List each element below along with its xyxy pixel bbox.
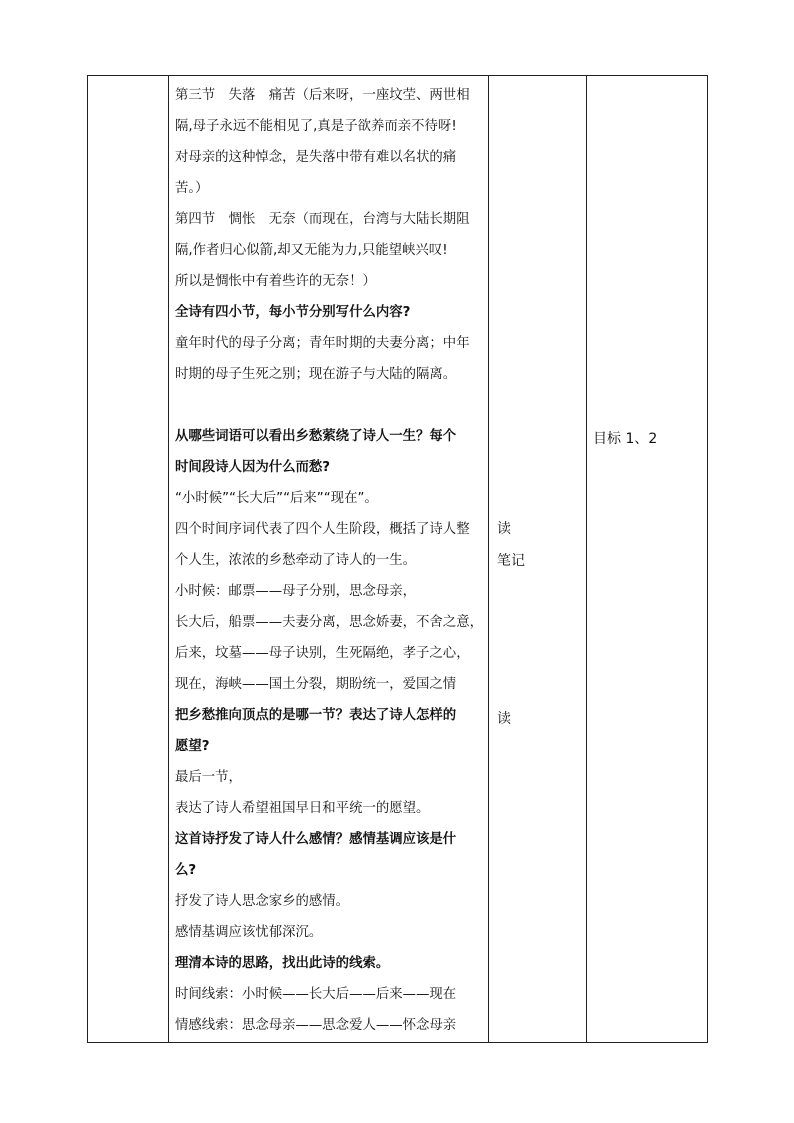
notes-label: 笔记 bbox=[497, 553, 525, 569]
content-line: 愿望? bbox=[175, 739, 210, 754]
content-line: 从哪些词语可以看出乡愁萦绕了诗人一生？每个 bbox=[175, 429, 457, 444]
content-line: “小时候”“长大后”“后来”“现在”。 bbox=[175, 491, 378, 506]
content-line: 对母亲的这种悼念，是失落中带有难以名状的痛 bbox=[175, 150, 457, 165]
content-line: 第四节 惆怅 无奈（而现在，台湾与大陆长期阻 bbox=[175, 212, 470, 227]
content-line: 最后一节， bbox=[175, 770, 242, 785]
goal-cell bbox=[587, 76, 708, 1043]
content-line: 后来，坟墓——母子诀别，生死隔绝，孝子之心， bbox=[175, 646, 470, 661]
table-row bbox=[88, 76, 708, 1043]
content-line: 表达了诗人希望祖国早日和平统一的愿望。 bbox=[175, 801, 430, 816]
content-line: 童年时代的母子分离；青年时期的夫妻分离；中年 bbox=[175, 336, 470, 351]
content-line: 抒发了诗人思念家乡的感情。 bbox=[175, 894, 350, 909]
content-line: 时间线索：小时候——长大后——后来——现在 bbox=[175, 987, 457, 1002]
content-line: 时期的母子生死之别；现在游子与大陆的隔离。 bbox=[175, 367, 457, 382]
content-line: 个人生，浓浓的乡愁牵动了诗人的一生。 bbox=[175, 553, 417, 568]
content-line: 这首诗抒发了诗人什么感情？感情基调应该是什 bbox=[175, 832, 457, 847]
content-line: 隔,作者归心似箭,却又无能为力,只能望峡兴叹! bbox=[175, 243, 448, 258]
content-line bbox=[175, 390, 484, 421]
teaching-content bbox=[169, 76, 488, 1041]
content-line: 把乡愁推向顶点的是哪一节？表达了诗人怎样的 bbox=[175, 708, 457, 723]
content-line: 四个时间序词代表了四个人生阶段，概括了诗人整 bbox=[175, 522, 470, 537]
content-line: 时间段诗人因为什么而愁? bbox=[175, 460, 331, 475]
content-line: 第三节 失落 痛苦（后来呀，一座坟茔、两世相 bbox=[175, 88, 470, 103]
content-line: 现在，海峡——国土分裂，期盼统一，爱国之情 bbox=[175, 677, 457, 692]
content-line: 情感线索：思念母亲——思念爱人——怀念母亲 bbox=[175, 1018, 457, 1033]
teaching-content-cell bbox=[169, 76, 489, 1043]
content-line: 么? bbox=[175, 863, 197, 878]
student-activity-cell bbox=[489, 76, 587, 1043]
empty-left-cell bbox=[88, 76, 169, 1043]
content-line: 小时候：邮票——母子分别，思念母亲， bbox=[175, 584, 417, 599]
goal-label: 目标 1、2 bbox=[593, 431, 658, 447]
content-line: 长大后，船票——夫妻分离，思念娇妻，不舍之意， bbox=[175, 615, 483, 630]
content-line: 全诗有四小节，每小节分别写什么内容? bbox=[175, 305, 411, 320]
content-line: 感情基调应该忧郁深沉。 bbox=[175, 925, 323, 940]
read-label-2: 读 bbox=[497, 711, 511, 727]
content-line: 苦。） bbox=[175, 181, 209, 196]
content-line: 理清本诗的思路，找出此诗的线索。 bbox=[175, 956, 390, 971]
content-line: 隔,母子永远不能相见了,真是子欲养而亲不待呀! bbox=[175, 119, 457, 134]
lesson-plan-table bbox=[87, 75, 708, 1043]
read-label: 读 bbox=[497, 521, 511, 537]
content-line: 所以是惆怅中有着些许的无奈！） bbox=[175, 274, 376, 289]
